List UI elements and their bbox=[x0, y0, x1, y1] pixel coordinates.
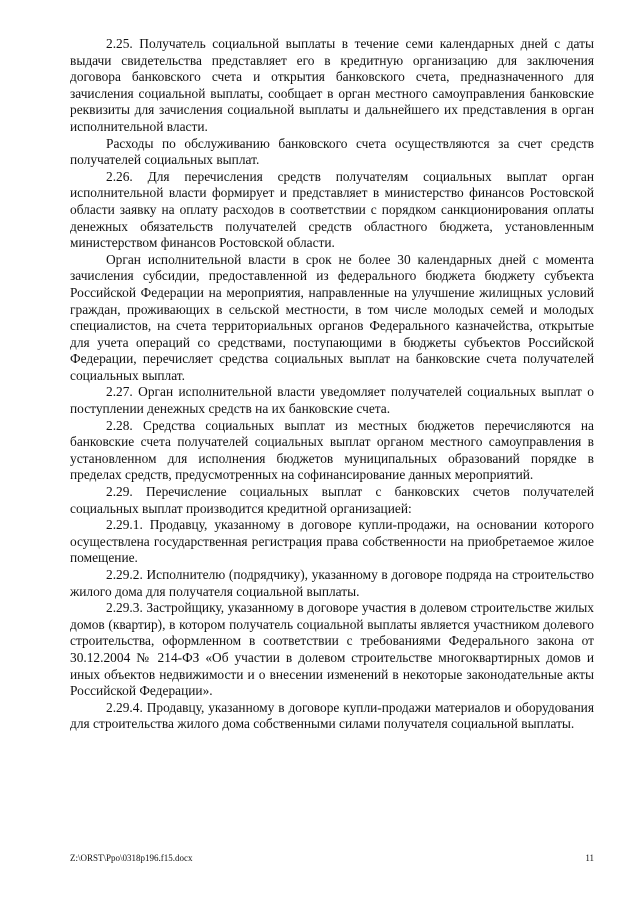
paragraph-2-29-1: 2.29.1. Продавцу, указанному в договоре купли-продажи, на основании которого осуществлена государственная регистрация права собственности на приобретаемое жилое помещение. bbox=[70, 517, 594, 566]
paragraph-2-29: 2.29. Перечисление социальных выплат с банковских счетов получателей социальных выплат производится кредитной организацией: bbox=[70, 484, 594, 516]
paragraph-2-28: 2.28. Средства социальных выплат из местных бюджетов перечисляются на банковские счета получателей социальных выплат органом местного самоуправления в установленном для исполнения бюджетов муниципальных образований порядке в пределах средств, предусмотренных на софинансирование данных мероприятий. bbox=[70, 417, 594, 483]
paragraph-2-25: 2.25. Получатель социальной выплаты в течение семи календарных дней с даты выдачи свидетельства представляет его в кредитную организацию для заключения договора банковского счета и открытия банковского счета, предназначенного для зачисления социальной выплаты, сообщает в орган местного самоуправления банковские реквизиты для зачисления социальной выплаты и дальнейшего их представления в орган исполнительной власти. bbox=[70, 36, 594, 134]
footer-page-number: 11 bbox=[585, 853, 594, 863]
page-footer bbox=[70, 852, 594, 866]
paragraph-transfer-deadline: Орган исполнительной власти в срок не более 30 календарных дней с момента зачисления субсидии, предоставленной из федерального бюджета бюджету субъекта Российской Федерации на мероприятия, направленные на улучшение жилищных условий граждан, проживающих в сельской местности, в том числе молодых семей и молодых специалистов, на счета территориальных органов Федерального казначейства, открытые для учета операций со средствами, поступающими в бюджеты субъектов Российской Федерации, перечисляет средства социальных выплат на банковские счета получателей социальных выплат. bbox=[70, 251, 594, 383]
paragraph-2-26: 2.26. Для перечисления средств получателям социальных выплат орган исполнительной власти формирует и представляет в министерство финансов Ростовской области заявку на оплату расходов в соответствии с порядком санкционирования оплаты денежных обязательств получателей средств областного бюджета, установленным министерством финансов Ростовской области. bbox=[70, 168, 594, 251]
paragraph-2-29-3: 2.29.3. Застройщику, указанному в договоре участия в долевом строительстве жилых домов (квартир), в котором получатель социальной выплаты является участником долевого строительства, оформленном в соответствии с требованиями Федерального закона от 30.12.2004 № 214-ФЗ «Об участии в долевом строительстве многоквартирных домов и иных объектов недвижимости и о внесении изменений в некоторые законодательные акты Российской Федерации». bbox=[70, 600, 594, 699]
document-body bbox=[70, 36, 594, 733]
paragraph-2-27: 2.27. Орган исполнительной власти уведомляет получателей социальных выплат о поступлении денежных средств на их банковские счета. bbox=[70, 384, 594, 417]
paragraph-account-expenses: Расходы по обслуживанию банковского счета осуществляются за счет средств получателей социальных выплат. bbox=[70, 135, 594, 168]
footer-file-path: Z:\ORST\Ppo\0318p196.f15.docx bbox=[70, 853, 193, 863]
paragraph-2-29-2: 2.29.2. Исполнителю (подрядчику), указанному в договоре подряда на строительство жилого дома для получателя социальной выплаты. bbox=[70, 567, 594, 599]
paragraph-2-29-4: 2.29.4. Продавцу, указанному в договоре купли-продажи материалов и оборудования для строительства жилого дома собственными силами получателя социальной выплаты. bbox=[70, 699, 594, 732]
